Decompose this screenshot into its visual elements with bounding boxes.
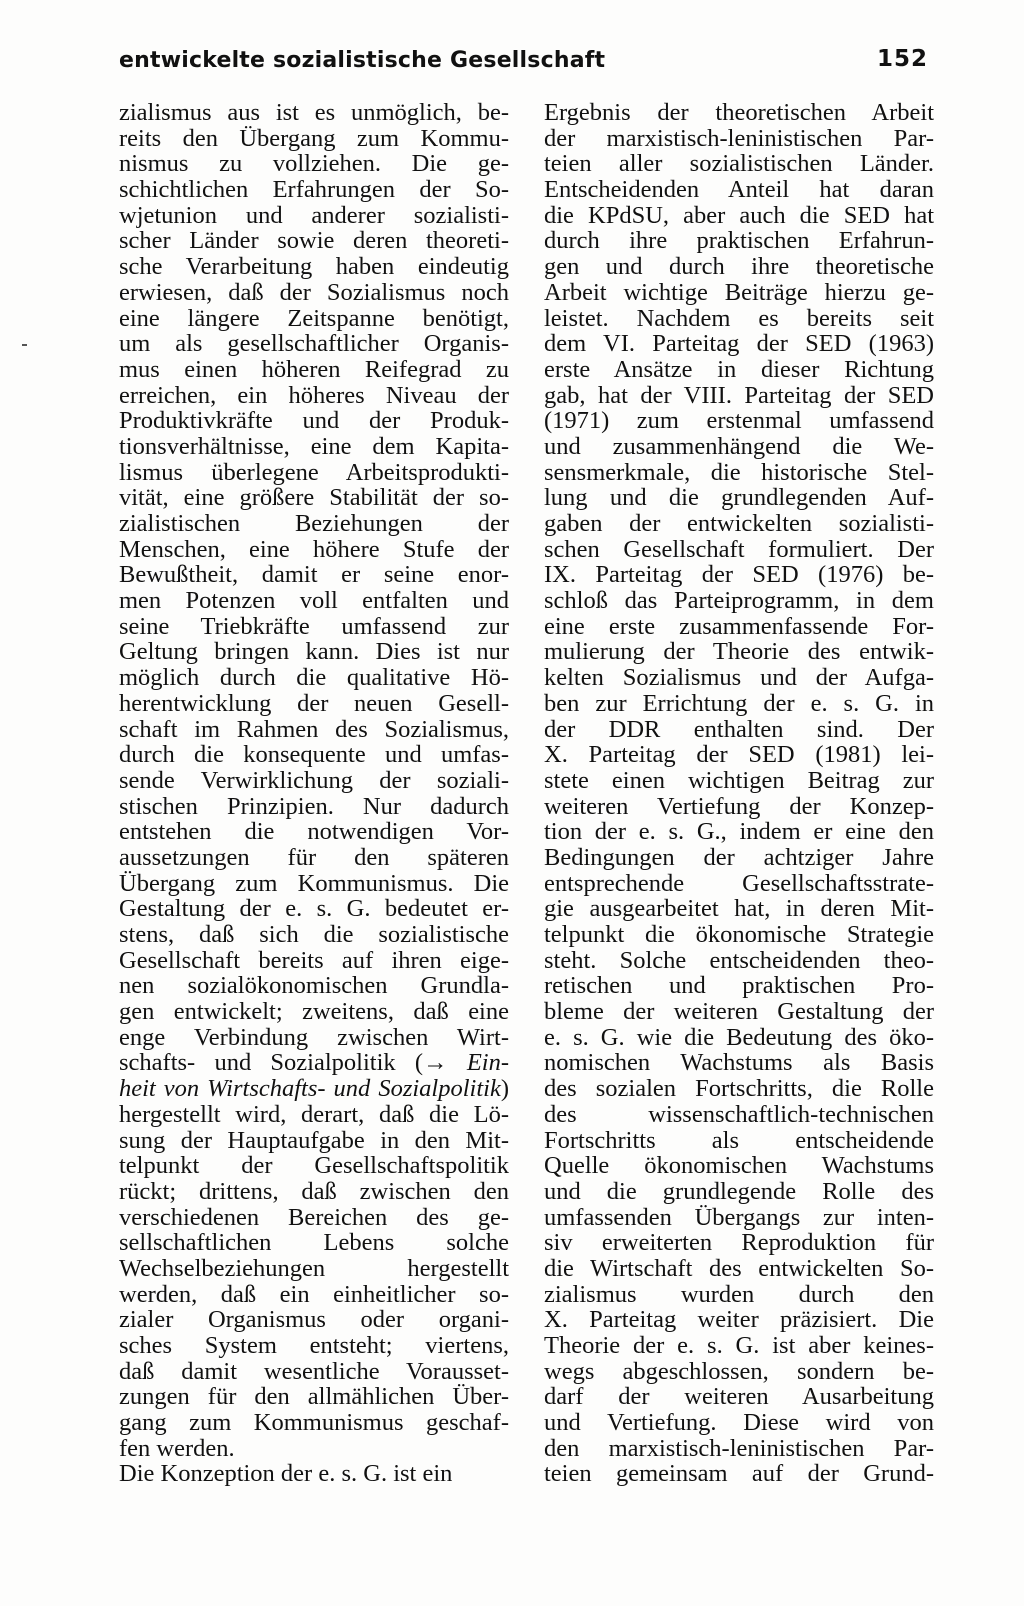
text-line: die KPdSU, aber auch die SED hat	[544, 201, 934, 229]
text-line: telpunkt die ökonomische Strategie	[544, 921, 934, 948]
text-line: der DDR enthalten sind. Der	[544, 715, 934, 743]
text-line: men Potenzen voll entfalten und	[119, 587, 509, 615]
text-line: durch ihre praktischen Erfahrun-	[544, 227, 934, 255]
text-line: scher Länder sowie deren theoreti-	[119, 227, 509, 255]
text-line: weiteren Vertiefung der Konzep-	[544, 792, 934, 820]
text-line: Fortschritts als entscheidende	[544, 1126, 934, 1154]
text-line: sellschaftlichen Lebens solche	[119, 1229, 509, 1257]
text-line: sche Verarbeitung haben eindeutig	[119, 253, 509, 281]
text-line: bleme der weiteren Gestaltung der	[544, 998, 934, 1026]
text-line: den marxistisch-leninistischen Par-	[544, 1434, 934, 1462]
text-line: Bedingungen der achtziger Jahre	[544, 843, 934, 871]
text-line: Gestaltung der e. s. G. bedeutet er-	[119, 895, 509, 923]
text-line: schaft im Rahmen des Sozialismus,	[119, 715, 509, 743]
text-line: stete einen wichtigen Beitrag zur	[544, 766, 934, 794]
text-line: vität, eine größere Stabilität der so-	[119, 484, 509, 512]
text-line: Geltung bringen kann. Dies ist nur	[119, 638, 509, 666]
text-line: gen und durch ihre theoretische	[544, 253, 934, 281]
text-line: fen werden.	[119, 1434, 235, 1462]
text-line: kelten Sozialismus und der Aufga-	[544, 664, 934, 692]
text-line: Übergang zum Kommunismus. Die	[119, 869, 509, 897]
text-line: reits den Übergang zum Kommu-	[119, 124, 509, 152]
text-line: aussetzungen für den späteren	[119, 843, 509, 871]
text-line: gab, hat der VIII. Parteitag der SED	[544, 381, 934, 409]
text-line: eine erste zusammenfassende For-	[544, 612, 934, 640]
text-line: Gesellschaft bereits auf ihren eige-	[119, 946, 509, 974]
text-line: und Vertiefung. Diese wird von	[544, 1409, 934, 1437]
text-line: umfassenden Übergangs zur inten-	[544, 1203, 934, 1231]
text-line: zialismus wurden durch den	[544, 1280, 934, 1308]
text-line: Bewußtheit, damit er seine enor-	[119, 561, 509, 589]
text-line: Menschen, eine höhere Stufe der	[119, 535, 509, 563]
text-line: mus einen höheren Reifegrad zu	[119, 355, 509, 383]
text-line: entstehen die notwendigen Vor-	[119, 818, 509, 846]
text-line: Theorie der e. s. G. ist aber keines-	[544, 1332, 934, 1359]
text-line: sches System entsteht; viertens,	[119, 1332, 509, 1359]
text-line: des wissenschaftlich-technischen	[544, 1100, 934, 1128]
text-line: tion der e. s. G., indem er eine den	[544, 818, 934, 846]
text-line: Quelle ökonomischen Wachstums	[544, 1152, 934, 1180]
text-line: schichtlichen Erfahrungen der So-	[119, 176, 509, 204]
text-line: Arbeit wichtige Beiträge hierzu ge-	[544, 278, 934, 306]
text-line: herentwicklung der neuen Gesell-	[119, 689, 509, 717]
text-line: daß damit wesentliche Vorausset-	[119, 1357, 509, 1385]
text-line: tionsverhältnisse, eine dem Kapita-	[119, 432, 509, 460]
text-line: erreichen, ein höheres Niveau der	[119, 381, 509, 409]
text-line: um als gesellschaftlicher Organis-	[119, 330, 509, 358]
text-line: heit von Wirtschafts- und Sozialpolitik)	[119, 1075, 509, 1103]
text-line: schafts- und Sozialpolitik (→ Ein-	[119, 1049, 509, 1077]
text-line: sensmerkmale, die historische Stel-	[544, 458, 934, 486]
page-number: 152	[876, 46, 928, 72]
text-line: zialismus aus ist es unmöglich, be-	[119, 99, 509, 126]
text-line: Entscheidenden Anteil hat daran	[544, 176, 934, 204]
text-line: entsprechende Gesellschaftsstrate-	[544, 869, 934, 897]
text-line: gen entwickelt; zweitens, daß eine	[119, 998, 509, 1026]
text-line: zungen für den allmählichen Über-	[119, 1383, 509, 1411]
text-line: IX. Parteitag der SED (1976) be-	[544, 561, 934, 589]
margin-mark	[22, 344, 27, 346]
text-line: nomischen Wachstums als Basis	[544, 1049, 934, 1077]
text-line: werden, daß ein einheitlicher so-	[119, 1280, 509, 1308]
text-line: X. Parteitag der SED (1981) lei-	[544, 741, 934, 769]
text-line: der marxistisch-leninistischen Par-	[544, 124, 934, 152]
text-line: teien gemeinsam auf der Grund-	[544, 1460, 934, 1488]
text-line: eine längere Zeitspanne benötigt,	[119, 304, 509, 332]
text-line: mulierung der Theorie des entwik-	[544, 638, 934, 666]
text-line: gang zum Kommunismus geschaf-	[119, 1409, 509, 1437]
text-line: retischen und praktischen Pro-	[544, 972, 934, 1000]
text-line: (1971) zum erstenmal umfassend	[544, 407, 934, 435]
left-text-column	[119, 100, 509, 1487]
text-line: rückt; drittens, daß zwischen den	[119, 1177, 509, 1205]
text-line: gie ausgearbeitet hat, in deren Mit-	[544, 895, 934, 923]
text-line: ben zur Errichtung der e. s. G. in	[544, 689, 934, 717]
text-line: seine Triebkräfte umfassend zur	[119, 612, 509, 640]
text-line: nismus zu vollziehen. Die ge-	[119, 150, 509, 178]
text-line: hergestellt wird, derart, daß die Lö-	[119, 1100, 509, 1128]
text-line: stischen Prinzipien. Nur dadurch	[119, 792, 509, 820]
text-line: darf der weiteren Ausarbeitung	[544, 1383, 934, 1411]
text-line: Wechselbeziehungen hergestellt	[119, 1254, 509, 1282]
text-line: stens, daß sich die sozialistische	[119, 921, 509, 948]
text-line: sende Verwirklichung der soziali-	[119, 766, 509, 794]
text-line: sung der Hauptaufgabe in den Mit-	[119, 1126, 509, 1154]
text-line: die Wirtschaft des entwickelten So-	[544, 1254, 934, 1282]
running-head: entwickelte sozialistische Gesellschaft	[119, 48, 606, 73]
text-line: X. Parteitag weiter präzisiert. Die	[544, 1306, 934, 1334]
text-line: schen Gesellschaft formuliert. Der	[544, 535, 934, 563]
text-line: enge Verbindung zwischen Wirt-	[119, 1023, 509, 1051]
text-line: wegs abgeschlossen, sondern be-	[544, 1357, 934, 1385]
text-line: nen sozialökonomischen Grundla-	[119, 972, 509, 1000]
text-line: Ergebnis der theoretischen Arbeit	[544, 99, 934, 126]
text-line: durch die konsequente und umfas-	[119, 741, 509, 769]
text-line: möglich durch die qualitative Hö-	[119, 664, 509, 692]
text-line: e. s. G. wie die Bedeutung des öko-	[544, 1023, 934, 1051]
text-line: und zusammenhängend die We-	[544, 432, 934, 460]
text-line: erwiesen, daß der Sozialismus noch	[119, 278, 509, 306]
text-line: Die Konzeption der e. s. G. ist ein	[119, 1460, 453, 1488]
text-line: Produktivkräfte und der Produk-	[119, 407, 509, 435]
text-line: siv erweiterten Reproduktion für	[544, 1229, 934, 1257]
text-line: des sozialen Fortschritts, die Rolle	[544, 1075, 934, 1103]
text-line: und die grundlegende Rolle des	[544, 1177, 934, 1205]
text-line: lismus überlegene Arbeitsprodukti-	[119, 458, 509, 486]
text-line: wjetunion und anderer sozialisti-	[119, 201, 509, 229]
text-line: telpunkt der Gesellschaftspolitik	[119, 1152, 509, 1180]
text-line: erste Ansätze in dieser Richtung	[544, 355, 934, 383]
text-line: lung und die grundlegenden Auf-	[544, 484, 934, 512]
text-line: verschiedenen Bereichen des ge-	[119, 1203, 509, 1231]
text-line: steht. Solche entscheidenden theo-	[544, 946, 934, 974]
text-line: gaben der entwickelten sozialisti-	[544, 510, 934, 537]
text-line: teien aller sozialistischen Länder.	[544, 150, 934, 178]
text-line: zialistischen Beziehungen der	[119, 510, 509, 537]
text-line: zialer Organismus oder organi-	[119, 1306, 509, 1334]
right-text-column	[544, 100, 934, 1487]
text-line: dem VI. Parteitag der SED (1963)	[544, 330, 934, 358]
text-line: leistet. Nachdem es bereits seit	[544, 304, 934, 332]
text-line: schloß das Parteiprogramm, in dem	[544, 587, 934, 615]
